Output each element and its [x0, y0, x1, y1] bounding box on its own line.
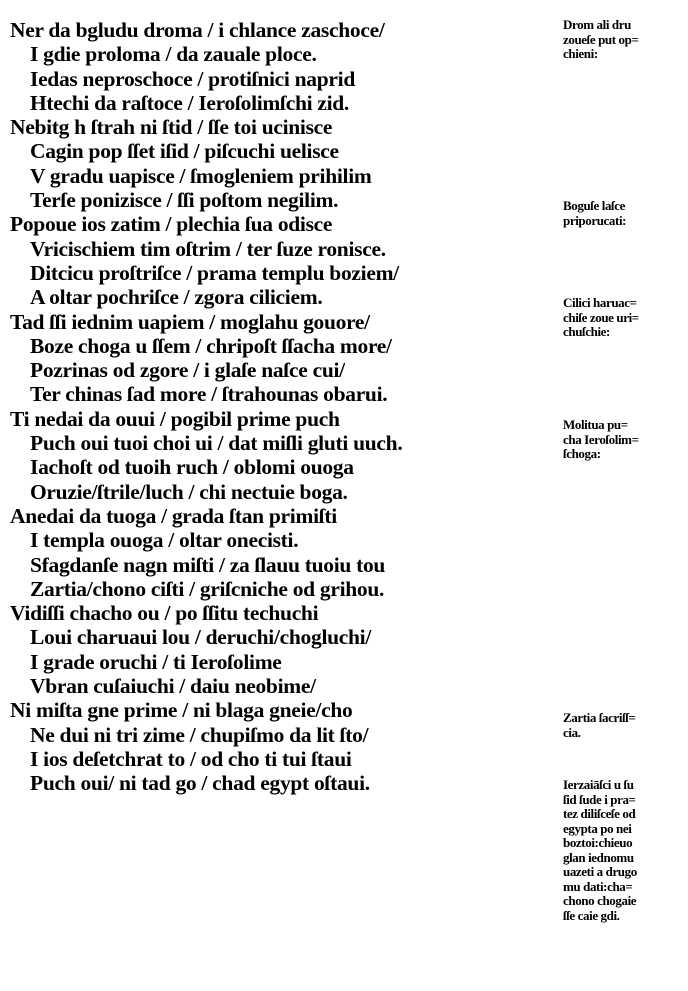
gloss-line: mu dati:cha= — [563, 878, 633, 894]
verse-line: Sfagdanſe nagn miſti / za ſlauu tuoiu tou — [30, 552, 386, 577]
verse-line: Pozrinas od zgore / i glaſe naſce cui/ — [30, 358, 345, 383]
verse-line: Puch oui tuoi choi ui / dat miſli gluti uuch. — [30, 431, 403, 456]
verse-line: Anedai da tuoga / grada ſtan primiſti — [10, 503, 337, 528]
gloss-line: cia. — [563, 724, 581, 740]
verse-line: Loui charuaui lou / deruchi/chogluchi/ — [30, 625, 372, 650]
verse-line: Ter chinas ſad more / ſtrahounas obarui. — [30, 382, 388, 407]
gloss-line: Cilici haruac= — [563, 295, 637, 310]
gloss-line: egypta po nei — [563, 820, 632, 836]
gloss-line: Ierzaiāſci u ſu — [563, 777, 634, 792]
marginal-gloss — [563, 199, 685, 228]
verse-line: Oruzie/ſtrile/luch / chi nectuie boga. — [30, 479, 348, 504]
verse-line: Ner da bgludu droma / i chlance zaschoce/ — [10, 18, 385, 42]
verse-line: Terſe ponizisce / ſſi poſtom negilim. — [30, 188, 339, 213]
gloss-line: chuſchie: — [563, 324, 610, 339]
verse-line: Iachoſt od tuoih ruch / oblomi ouoga — [30, 455, 354, 480]
marginal-gloss — [563, 18, 685, 62]
verse-line: I templa ouoga / oltar onecisti. — [30, 528, 299, 553]
verse-line: Vricischiem tim oſtrim / ter ſuze ronisce. — [30, 236, 386, 261]
verse-line: I gdie proloma / da zauale ploce. — [30, 42, 317, 67]
verse-line: I grade oruchi / ti Ieroſolime — [30, 649, 282, 674]
gloss-line: ſid ſude i pra= — [563, 791, 636, 807]
gloss-line: glan iednomu — [563, 849, 634, 865]
gloss-line: priporucati: — [563, 212, 627, 228]
verse-line: Puch oui/ ni tad go / chad egypt oſtaui. — [30, 771, 370, 796]
verse-line: Tad ſſi iednim uapiem / moglahu gouore/ — [10, 309, 370, 334]
verse-line: V gradu uapisce / ſmogleniem prihilim — [30, 163, 372, 188]
gloss-line: chono chogaie — [563, 893, 637, 908]
gloss-line: cha Ieroſolim= — [563, 431, 639, 447]
verse-line: Ti nedai da ouui / pogibil prime puch — [10, 406, 340, 431]
gloss-line: uazeti a drugo — [563, 864, 637, 879]
verse-line: Iedas neproschoce / protiſnici naprid — [30, 66, 355, 91]
gloss-line: tez diliſceſe od — [563, 806, 636, 821]
gloss-line: Zartia ſacriſſ= — [563, 710, 636, 725]
gloss-line: boztoi:chieuo — [563, 835, 633, 850]
verse-line: A oltar pochriſce / zgora ciliciem. — [30, 285, 323, 310]
gloss-line: ſchoga: — [563, 446, 601, 461]
marginal-gloss — [563, 778, 685, 923]
gloss-line: Boguſe laſce — [563, 198, 625, 213]
verse-line: Ni miſta gne prime / ni blaga gneie/cho — [10, 698, 353, 723]
marginal-gloss — [563, 711, 685, 740]
gloss-line: ſſe caie gdi. — [563, 907, 620, 923]
gloss-line: zoueſe put op= — [563, 31, 639, 47]
verse-line: Vbran cuſaiuchi / daiu neobime/ — [30, 674, 316, 699]
gloss-line: Molitua pu= — [563, 417, 628, 432]
gloss-line: chieni: — [563, 46, 598, 61]
verse-line: Vidiſſi chacho ou / po ſſitu techuchi — [10, 601, 319, 626]
marginal-gloss — [563, 296, 685, 340]
verse-line: I ios deſetchrat to / od cho ti tui ſtaui — [30, 746, 352, 771]
verse-line: Cagin pop ſſet iſid / piſcuchi uelisce — [30, 139, 339, 164]
verse-line: Ditcicu proſtriſce / prama templu boziem/ — [30, 260, 399, 285]
verse-line: Popoue ios zatim / plechia ſua odisce — [10, 212, 333, 237]
verse-line: Boze choga u ſſem / chripoſt ſſacha more/ — [30, 333, 392, 358]
verse-line: Htechi da raſtoce / Ieroſolimſchi zid. — [30, 90, 350, 115]
gloss-line: Drom ali dru — [563, 17, 631, 32]
verse-line: Nebitg h ſtrah ni ſtid / ſſe toi ucinisce — [10, 115, 333, 140]
verse-line: Ne dui ni tri zime / chupiſmo da lit ſto/ — [30, 722, 369, 747]
gloss-line: chiſe zoue uri= — [563, 309, 639, 325]
marginal-gloss — [563, 418, 685, 462]
verse-column — [10, 18, 550, 796]
verse-line: Zartia/chono ciſti / griſcniche od grihou. — [30, 576, 385, 601]
